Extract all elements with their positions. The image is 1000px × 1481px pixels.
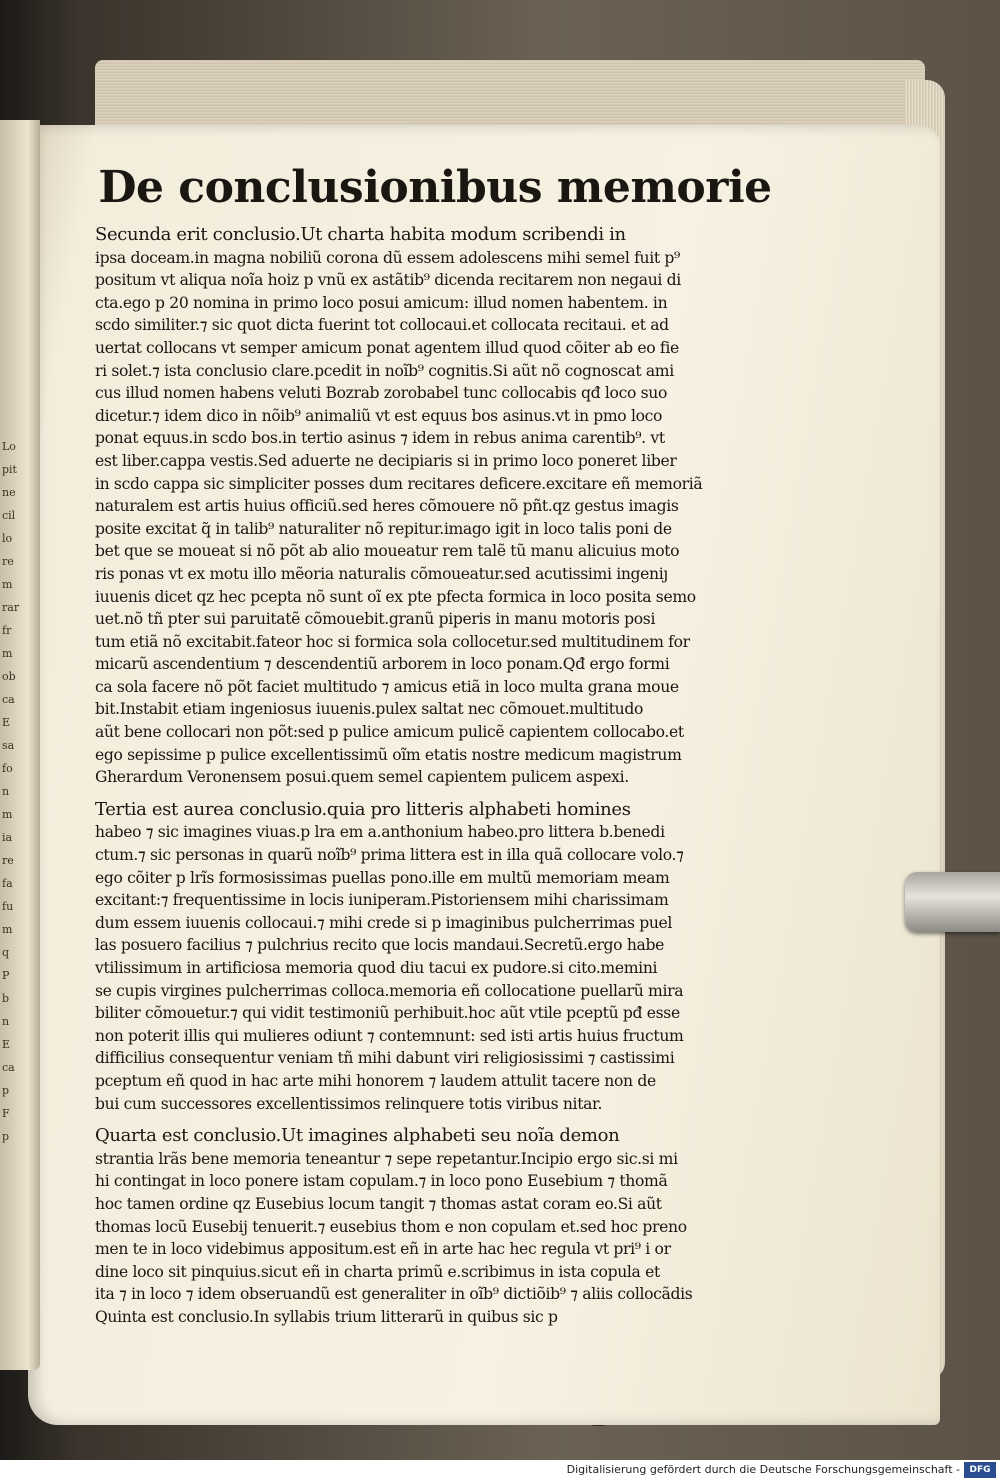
text-line: Gherardum Veronensem posui.quem semel capientem pulicem aspexi. <box>95 768 629 787</box>
text-line: strantia lrãs bene memoria teneantur ⁊ sepe repetantur.Incipio ergo sic.si mi <box>95 1149 678 1168</box>
text-line: ego cõiter p lrĩs formosissimas puellas pono.ille em multũ memoriam meam <box>95 868 670 887</box>
text-line: se cupis virgines pulcherrimas colloca.memoria eñ collocatione puellarũ mira <box>95 981 684 1000</box>
text-line: Secunda erit conclusio.Ut charta habita modum scribendi in <box>95 224 626 245</box>
facing-page-fragment <box>0 120 40 1370</box>
text-block <box>95 160 775 1329</box>
text-line: pceptum eñ quod in hac arte mihi honorem ⁊ laudem attulit tacere non de <box>95 1071 656 1090</box>
dfg-logo-icon: DFG <box>964 1462 996 1478</box>
paragraph <box>95 1125 775 1328</box>
text-line: naturalem est artis huius officiũ.sed heres cõmouere nõ pñt.qz gestus imagis <box>95 497 679 516</box>
text-line: hoc tamen ordine qz Eusebius locum tangit ⁊ thomas astat coram eo.Si aũt <box>95 1194 662 1213</box>
text-line: ris ponas vt ex motu illo mẽoria naturalis cõmoueatur.sed acutissimi ingeniȷ <box>95 564 668 583</box>
book-clasp <box>905 872 1000 932</box>
text-line: ctum.⁊ sic personas in quarũ noĩb⁹ prima littera est in illa quã collocare volo.⁊ <box>95 846 684 865</box>
text-line: Quinta est conclusio.In syllabis trium litterarũ in quibus sic p <box>95 1307 558 1326</box>
text-line: vtilissimum in artificiosa memoria quod diu tacui ex pudore.si cito.memini <box>95 959 658 977</box>
text-line: scdo similiter.⁊ sic quot dicta fuerint tot collocaui.et collocata recitaui. et ad <box>95 316 669 335</box>
text-line: in scdo cappa sic simpliciter posses dum recitares deficere.excitare eñ memoriã <box>95 474 703 493</box>
text-line: hi contingat in loco ponere istam copulam.⁊ in loco pono Eusebium ⁊ thomã <box>95 1172 668 1191</box>
text-line: Tertia est aurea conclusio.quia pro litteris alphabeti homines <box>95 798 631 820</box>
text-line: cus illud nomen habens veluti Bozrab zorobabel tunc collocabis qđ loco suo <box>95 384 667 403</box>
text-line: las posuero facilius ⁊ pulchrius recito que locis mandaui.Secretũ.ergo habe <box>95 936 664 955</box>
text-line: thomas locũ Eusebij tenuerit.⁊ eusebius thom e non copulam et.sed hoc preno <box>95 1217 687 1236</box>
text-line: bui cum successores excellentissimos relinquere totis viribus nitar. <box>95 1094 603 1113</box>
text-line: est liber.cappa vestis.Sed aduerte ne decipiaris si in primo loco poneret liber <box>95 451 677 470</box>
text-line: dine loco sit pinquius.sicut eñ in charta primũ e.scribimus in ista copula et <box>95 1262 660 1281</box>
paragraphs <box>95 224 775 1329</box>
paragraph <box>95 799 775 1115</box>
footer-credit: Digitalisierung gefördert durch die Deutsche Forschungsgemeinschaft - <box>566 1463 960 1476</box>
text-line: biliter cõmouetur.⁊ qui vidit testimoniũ perhibuit.hoc aũt vtile pceptũ pđ esse <box>95 1004 680 1023</box>
page-title: De conclusionibus memorie <box>98 162 772 213</box>
text-line: ri solet.⁊ ista conclusio clare.pcedit in noĩb⁹ cognitis.Si aũt nõ cognoscat ami <box>95 361 674 380</box>
text-line: posite excitat q̃ in talib⁹ naturaliter nõ repitur.imago igit in loco talis poni de <box>95 519 672 538</box>
text-line: aũt bene collocari non põt:sed p pulice amicum pulicẽ capientem collocabo.et <box>95 723 684 742</box>
text-line: micarũ ascendentium ⁊ descendentiũ arborem in loco ponam.Qđ ergo formi <box>95 655 670 674</box>
text-line: tum etiã nõ excitabit.fateor hoc si formica sola collocetur.sed multitudinem for <box>95 632 690 651</box>
text-line: uet.nõ tñ pter sui paruitatẽ cõmouebit.granũ piperis in manu motoris posi <box>95 610 656 629</box>
text-line: ipsa doceam.in magna nobiliũ corona dũ essem adolescens mihi semel fuit p⁹ <box>95 248 680 267</box>
footer-bar <box>0 1460 1000 1481</box>
text-line: habeo ⁊ sic imagines viuas.p lra em a.anthonium habeo.pro littera b.benedi <box>95 823 665 842</box>
text-line: ponat equus.in scdo bos.in tertio asinus ⁊ idem in rebus anima carentib⁹. vt <box>95 429 665 448</box>
text-line: positum vt aliqua noĩa hoiz p vnũ ex astãtib⁹ dicenda recitarem non negaui di <box>95 271 681 290</box>
text-line: dicetur.⁊ idem dico in nõib⁹ animaliũ vt est equus bos asinus.vt in pmo loco <box>95 406 663 425</box>
facing-page-text: Lo pit ne cil lo re m rar fr m ob ca E sa fo n m ia re fa fu m q P b n E ca p F p <box>2 440 20 1143</box>
text-line: bit.Instabit etiam ingeniosus iuuenis.pulex saltat nec cõmouet.multitudo <box>95 700 644 719</box>
paragraph <box>95 224 775 789</box>
text-line: ita ⁊ in loco ⁊ idem obseruandũ est generaliter in oĩb⁹ dictiõib⁹ ⁊ aliis collocãdis <box>95 1285 693 1304</box>
text-line: men te in loco videbimus appositum.est eñ in arte hac hec regula vt pri⁹ i or <box>95 1240 671 1259</box>
text-line: dum essem iuuenis collocaui.⁊ mihi crede si p imaginibus pulcherrimas puel <box>95 913 673 932</box>
text-line: bet que se moueat si nõ põt ab alio moueatur rem talẽ tũ manu alicuius moto <box>95 542 680 561</box>
text-line: Quarta est conclusio.Ut imagines alphabeti seu noĩa demon <box>95 1125 620 1147</box>
text-line: ego sepissime p pulice excellentissimũ oĩm etatis nostre medicum magistrum <box>95 745 682 764</box>
text-line: difficilius consequentur veniam tñ mihi dabunt viri religiosissimi ⁊ castissimi <box>95 1049 675 1068</box>
folio-mark: — <box>592 1418 605 1433</box>
text-line: iuuenis dicet qz hec pcepta nõ sunt oĩ ex pte pfecta formica in loco posita semo <box>95 587 696 606</box>
text-line: cta.ego p 20 nomina in primo loco posui amicum: illud nomen habentem. in <box>95 293 668 312</box>
text-line: ca sola facere nõ põt faciet multitudo ⁊ amicus etiã in loco multa grana moue <box>95 677 679 696</box>
text-line: uertat collocans vt semper amicum ponat agentem illud quod cõiter ab eo fie <box>95 338 679 357</box>
text-line: non poterit illis qui mulieres odiunt ⁊ contemnunt: sed isti artis huius fructum <box>95 1026 684 1045</box>
text-line: excitant:⁊ frequentissime in locis iuniperam.Pistoriensem mihi charissimam <box>95 891 669 910</box>
